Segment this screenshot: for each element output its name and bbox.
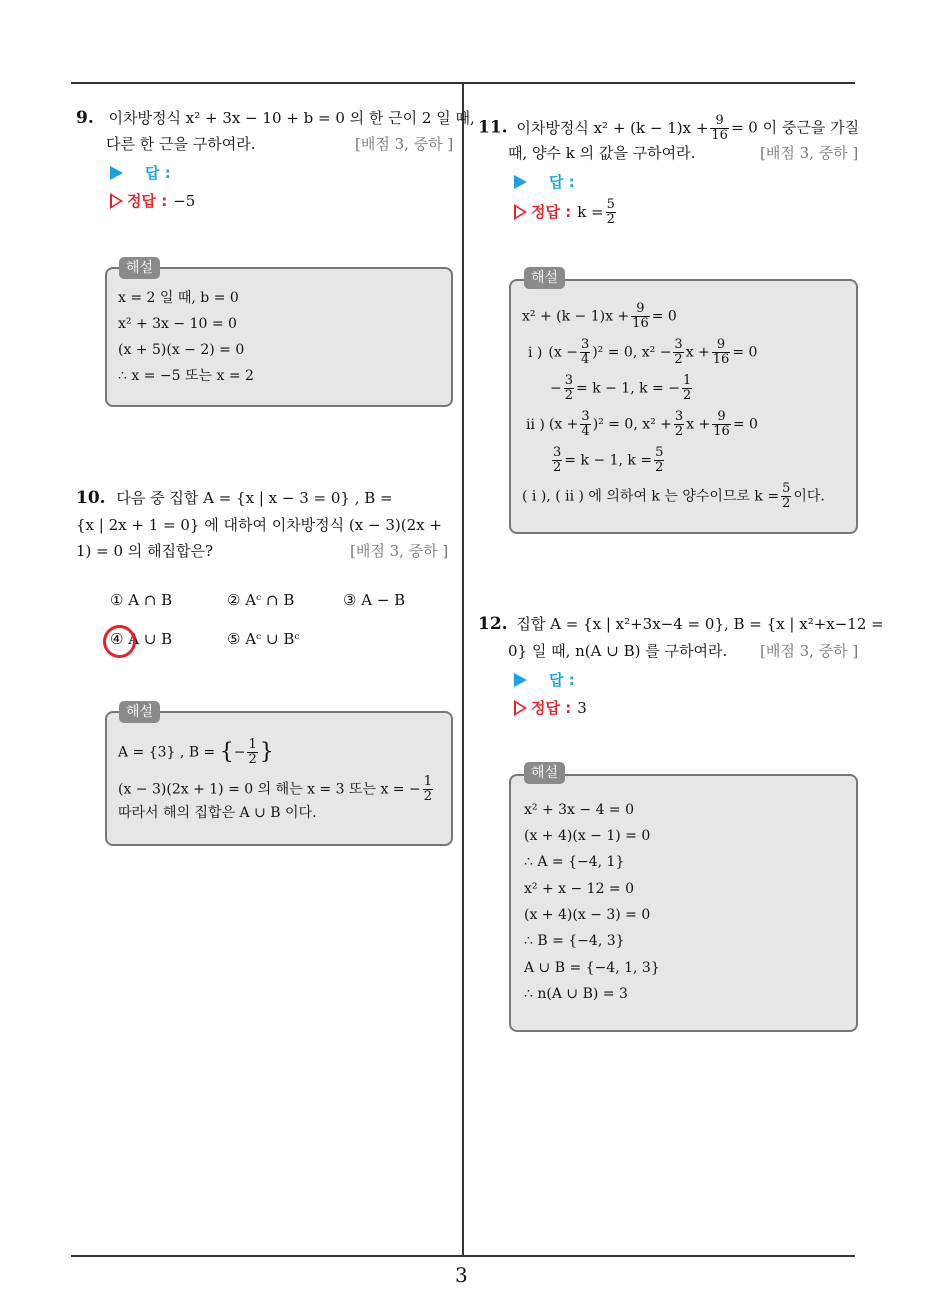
q12-expl-line8: ∴ n(A ∪ B) = 3 — [524, 986, 628, 1002]
q11-e4-den2: 2 — [674, 424, 684, 439]
q11-e1-den: 16 — [632, 316, 649, 331]
q12-solution-value: 3 — [577, 699, 587, 717]
q10-expl1-den: 2 — [248, 752, 257, 767]
q11-e5-den2: 2 — [655, 460, 664, 475]
q10-expl2-den: 2 — [423, 789, 433, 804]
q11-e3a: − — [550, 380, 562, 397]
q12-solution-row — [514, 696, 587, 721]
q11-e3-den2: 2 — [682, 388, 692, 403]
q11-e3b: = k − 1, k = − — [576, 380, 680, 397]
q11-e6-den: 2 — [782, 496, 791, 511]
q10-line1 — [76, 486, 393, 511]
q9-answer-row[interactable] — [110, 161, 171, 186]
q10-expl-line3: 따라서 해의 집합은 A ∪ B 이다. — [118, 805, 317, 821]
q11-e4b: )² = 0, x² + — [592, 416, 672, 433]
q10-expl2-text: (x − 3)(2x + 1) = 0 의 해는 x = 3 또는 x = − — [118, 781, 421, 798]
q11-e2c: x + — [685, 344, 710, 361]
outline-arrow-icon — [514, 700, 527, 716]
q11-e2-den3: 16 — [712, 352, 730, 367]
q11-solution-num: 5 — [606, 197, 615, 212]
q11-e5-den1: 2 — [553, 460, 562, 475]
q9-solution-label: 정답 : — [127, 192, 168, 210]
q11-e2-fraction3 — [712, 338, 731, 367]
q11-expl-line1 — [522, 302, 677, 331]
q11-e4-num2: 3 — [674, 409, 684, 424]
q10-expl1-num: 1 — [248, 737, 257, 752]
q11-e3-num2: 1 — [682, 373, 692, 388]
q11-e4a: (x + — [548, 416, 579, 433]
q11-e2-den1: 4 — [580, 352, 590, 367]
q11-e4-fraction3 — [712, 410, 731, 439]
q9-expl-line2: x² + 3x − 10 = 0 — [118, 316, 237, 332]
q11-e5-fraction1 — [552, 446, 562, 475]
q11-expl-line2 — [528, 338, 757, 367]
q12-text-line1: 집합 A = {x | x²+3x−4 = 0}, B = {x | x²+x−12 = — [516, 615, 884, 633]
q11-answer-label: 답 : — [549, 173, 575, 191]
q11-e3-den1: 2 — [564, 388, 574, 403]
q11-e4-den3: 16 — [713, 424, 730, 439]
q10-option-4[interactable]: ④ A ∪ B — [110, 630, 173, 648]
q11-e1b: = 0 — [651, 308, 677, 325]
q11-e2-label: i ) — [528, 344, 543, 361]
q9-line1 — [76, 106, 475, 131]
q10-option-3[interactable]: ③ A − B — [343, 591, 406, 609]
q11-e4-num3: 9 — [712, 410, 731, 425]
q11-solution-den: 2 — [606, 212, 615, 227]
selected-answer-circle-icon — [103, 625, 136, 658]
q11-line1-num: 9 — [710, 114, 729, 129]
q10-expl1-brace-open: { — [219, 739, 234, 765]
q11-line1-den: 16 — [711, 128, 728, 143]
q12-number: 12. — [478, 614, 508, 634]
q11-mark: [배점 3, 중하 ] — [760, 144, 859, 162]
q10-option-1[interactable]: ① A ∩ B — [110, 591, 173, 609]
q10-expl-line2 — [118, 775, 435, 804]
q10-text-line3: 1) = 0 의 해집합은? — [76, 542, 214, 560]
q11-e3-fraction1 — [564, 374, 574, 403]
q12-explanation-tag: 해설 — [524, 762, 565, 784]
q11-e4-num1: 3 — [581, 409, 590, 424]
q11-line1 — [478, 114, 859, 143]
q11-e6a: ( i ), ( ii ) 에 의하여 k 는 양수이므로 k = — [522, 488, 780, 505]
q10-expl-line1 — [118, 738, 274, 767]
outline-arrow-icon — [110, 193, 123, 209]
q12-line1 — [478, 612, 884, 637]
q10-expl1-brace-close: } — [259, 739, 274, 765]
q10-number: 10. — [76, 488, 106, 508]
q10-text-line1: 다음 중 집합 A = {x | x − 3 = 0} , B = — [116, 489, 393, 507]
q11-e6b: 이다. — [793, 488, 825, 505]
q11-e2-num1: 3 — [580, 337, 590, 352]
q11-solution-value: k = — [577, 203, 604, 221]
q11-explanation-tag: 해설 — [524, 267, 565, 289]
q11-e1-fraction — [631, 302, 650, 331]
q10-option-5[interactable]: ⑤ Aᶜ ∪ Bᶜ — [227, 630, 300, 648]
q12-text-line2: 0} 일 때, n(A ∪ B) 를 구하여라. — [508, 642, 728, 660]
q11-e2-num2: 3 — [674, 337, 683, 352]
q11-e5b: = k − 1, k = — [564, 452, 653, 469]
q11-solution-row — [514, 198, 618, 227]
q10-explanation-tag: 해설 — [119, 701, 160, 723]
q9-expl-line3: (x + 5)(x − 2) = 0 — [118, 342, 245, 358]
q10-option-2[interactable]: ② Aᶜ ∩ B — [227, 591, 295, 609]
play-arrow-icon — [514, 673, 527, 687]
q12-answer-row[interactable] — [514, 668, 575, 693]
q9-expl-line4: ∴ x = −5 또는 x = 2 — [118, 368, 254, 384]
q11-number: 11. — [478, 117, 508, 138]
q11-e2b: )² = 0, x² − — [592, 344, 672, 361]
q10-expl1-minus: − — [233, 744, 246, 761]
q11-e1a: x² + (k − 1)x + — [522, 308, 630, 325]
q11-e1-num: 9 — [631, 302, 650, 317]
q9-text-line2: 다른 한 근을 구하여라. — [106, 135, 256, 153]
play-arrow-icon — [514, 175, 527, 189]
q9-mark: [배점 3, 중하 ] — [355, 135, 454, 153]
q11-e2-den2: 2 — [674, 352, 683, 367]
q12-expl-line7: A ∪ B = {−4, 1, 3} — [524, 960, 660, 976]
q10-expl1-text: A = {3} , B = — [118, 744, 216, 761]
q9-expl-line1: x = 2 일 때, b = 0 — [118, 290, 239, 306]
q11-text-line2: 때, 양수 k 의 값을 구하여라. — [508, 144, 696, 162]
q11-e6-num: 5 — [782, 481, 791, 496]
q10-mark: [배점 3, 중하 ] — [350, 542, 449, 560]
q11-e5-num1: 3 — [553, 445, 562, 460]
q11-solution-label: 정답 : — [531, 203, 572, 221]
q12-expl-line1: x² + 3x − 4 = 0 — [524, 802, 635, 818]
q10-expl1-fraction — [247, 738, 257, 767]
q11-e4c: x + — [686, 416, 711, 433]
q11-e4-fraction2 — [674, 410, 684, 439]
q11-e5-num2: 5 — [655, 445, 664, 460]
q11-e5-fraction2 — [654, 446, 664, 475]
q12-expl-line3: ∴ A = {−4, 1} — [524, 854, 625, 870]
q10-expl2-fraction — [423, 775, 433, 804]
q11-text-line1b: = 0 이 중근을 가질 — [730, 118, 860, 137]
play-arrow-icon — [110, 166, 123, 180]
q11-e2-num3: 9 — [712, 338, 731, 353]
q11-e3-fraction2 — [682, 374, 692, 403]
q11-e6-fraction — [781, 482, 791, 511]
q11-e4-den1: 4 — [581, 424, 590, 439]
q9-explanation-tag: 해설 — [119, 257, 160, 279]
page-number: 3 — [455, 1263, 468, 1287]
q11-expl-line4 — [526, 410, 758, 439]
q11-e2a: (x − — [548, 344, 578, 361]
outline-arrow-icon — [514, 204, 527, 220]
q11-e2d: = 0 — [732, 344, 758, 361]
q12-expl-line5: (x + 4)(x − 3) = 0 — [524, 907, 651, 923]
q11-e4d: = 0 — [732, 416, 758, 433]
q12-answer-label: 답 : — [549, 671, 575, 689]
q11-expl-line6 — [522, 482, 825, 511]
q11-line1-fraction — [710, 114, 729, 143]
q9-text-line1: 이차방정식 x² + 3x − 10 + b = 0 의 한 근이 2 일 때, — [108, 109, 475, 127]
q12-expl-line6: ∴ B = {−4, 3} — [524, 933, 625, 949]
q11-expl-line5 — [550, 446, 666, 475]
column-divider — [462, 84, 464, 1257]
q11-e2-fraction1 — [580, 338, 590, 367]
bottom-rule — [71, 1255, 855, 1257]
q11-e4-fraction1 — [580, 410, 590, 439]
q11-e4-label: ii ) — [526, 416, 545, 433]
q11-text-line1a: 이차방정식 x² + (k − 1)x + — [516, 118, 709, 137]
q11-e3-num1: 3 — [564, 373, 574, 388]
q9-answer-label: 답 : — [145, 164, 171, 182]
q11-answer-row[interactable] — [514, 170, 575, 195]
q12-expl-line2: (x + 4)(x − 1) = 0 — [524, 828, 651, 844]
q12-expl-line4: x² + x − 12 = 0 — [524, 881, 635, 897]
q11-solution-fraction — [606, 198, 616, 227]
q10-text-line2: {x | 2x + 1 = 0} 에 대하여 이차방정식 (x − 3)(2x + — [76, 516, 442, 534]
q9-solution-row — [110, 189, 195, 214]
q10-expl2-num: 1 — [423, 774, 433, 789]
q12-mark: [배점 3, 중하 ] — [760, 642, 859, 660]
q11-e2-fraction2 — [673, 338, 683, 367]
q11-expl-line3 — [550, 374, 694, 403]
q9-solution-value: −5 — [173, 192, 196, 210]
q12-solution-label: 정답 : — [531, 699, 572, 717]
q9-number: 9. — [76, 108, 94, 128]
